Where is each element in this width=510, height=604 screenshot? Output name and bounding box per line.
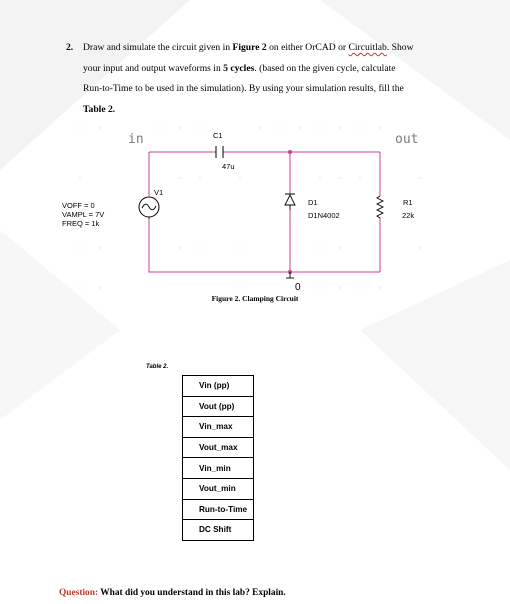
table-cell-vin-min: Vin_min xyxy=(183,458,254,479)
ground-label: 0 xyxy=(295,282,301,293)
c1-value: 47u xyxy=(222,162,235,171)
table-row xyxy=(183,458,254,479)
diode-d1 xyxy=(285,194,295,210)
table-cell-vout-max: Vout_max xyxy=(183,437,254,458)
voltage-source-v1 xyxy=(139,197,159,219)
c1-name: C1 xyxy=(213,131,223,140)
table-row xyxy=(183,396,254,417)
table-row xyxy=(183,499,254,520)
question-line-4: Table 2. xyxy=(83,103,116,115)
circuit-wires xyxy=(149,152,380,272)
closing-question-text: What did you understand in this lab? Explain. xyxy=(98,588,286,598)
table-cell-run-to-time: Run-to-Time xyxy=(183,499,254,520)
resistor-r1 xyxy=(377,196,383,218)
results-table xyxy=(182,375,254,541)
table-row xyxy=(183,376,254,397)
table-cell-dc-shift: DC Shift xyxy=(183,520,254,541)
table-cell-vin-pp: Vin (pp) xyxy=(183,376,254,397)
d1-name: D1 xyxy=(308,198,318,207)
table-row xyxy=(183,478,254,499)
closing-question xyxy=(59,588,286,598)
v1-voff: VOFF = 0 xyxy=(62,201,95,210)
junction-top xyxy=(288,150,292,154)
ground-symbol xyxy=(286,272,294,278)
clamping-circuit-schematic xyxy=(60,118,454,308)
net-label-in: in xyxy=(128,132,144,147)
table-row xyxy=(183,437,254,458)
capacitor-c1 xyxy=(216,146,223,158)
d1-part: D1N4002 xyxy=(308,211,340,220)
table-cell-vin-max: Vin_max xyxy=(183,417,254,438)
table-cell-vout-pp: Vout (pp) xyxy=(183,396,254,417)
table-cell-vout-min: Vout_min xyxy=(183,478,254,499)
v1-vampl: VAMPL = 7V xyxy=(62,210,105,219)
question-number: 2. xyxy=(66,42,74,53)
question-line-1: Draw and simulate the circuit given in Figure 2 on either OrCAD or Circuitlab. Show xyxy=(83,42,414,53)
figure-caption: Figure 2. Clamping Circuit xyxy=(211,294,299,303)
table-label: Table 2. xyxy=(146,364,169,370)
table-row xyxy=(183,520,254,541)
r1-name: R1 xyxy=(403,198,413,207)
v1-name: V1 xyxy=(154,188,164,197)
r1-value: 22k xyxy=(402,211,415,220)
question-line-2: your input and output waveforms in 5 cycles. (based on the given cycle, calculate xyxy=(83,62,396,74)
table-row xyxy=(183,417,254,438)
net-label-out: out xyxy=(395,132,419,147)
closing-question-label: Question: xyxy=(59,588,99,598)
v1-freq: FREQ = 1k xyxy=(62,219,100,228)
question-line-3: Run-to-Time to be used in the simulation). By using your simulation results, fill the xyxy=(83,83,404,94)
